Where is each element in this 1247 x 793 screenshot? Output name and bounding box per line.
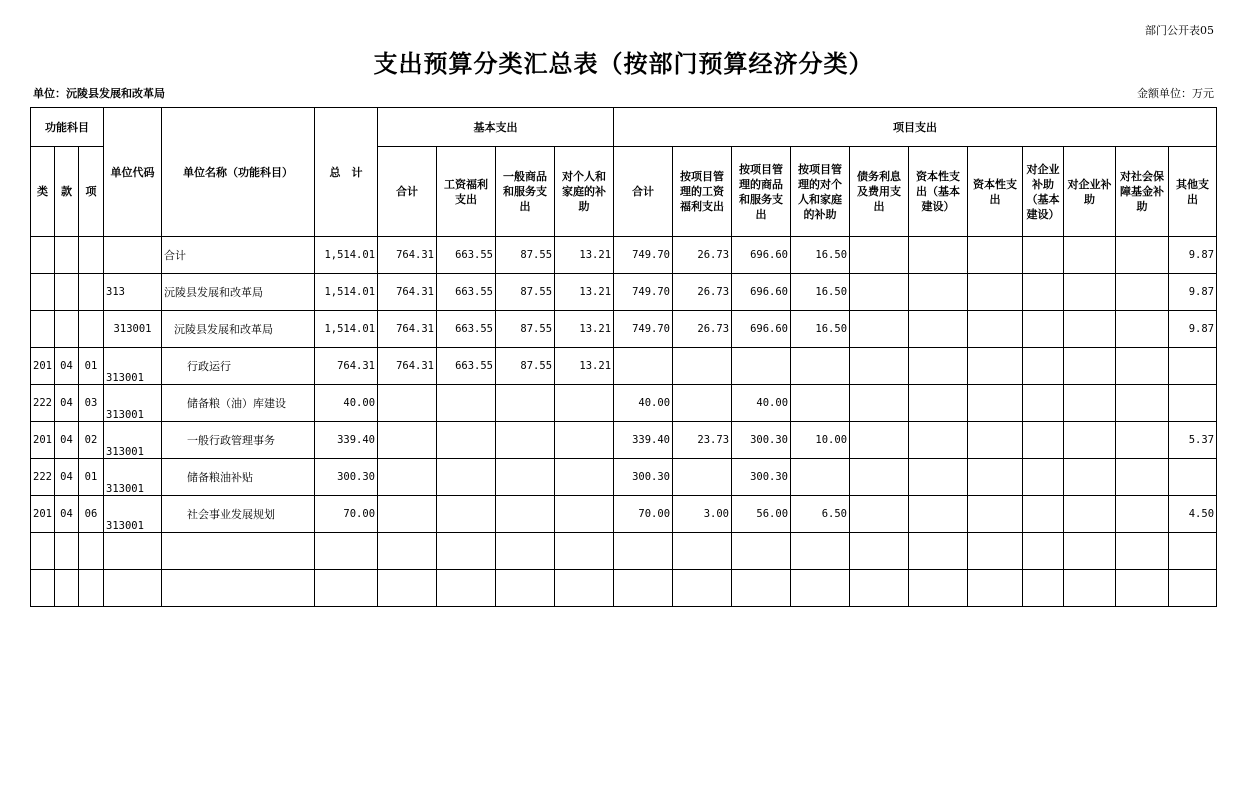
cell-project-goods [732, 348, 791, 385]
cell-basic-salary: 663.55 [437, 348, 496, 385]
cell-project-debt [850, 570, 909, 607]
cell-total: 1,514.01 [315, 237, 378, 274]
cell-kuan: 04 [55, 422, 79, 459]
header-project-total: 合计 [614, 147, 673, 237]
cell-project-debt [850, 348, 909, 385]
cell-project-goods: 696.60 [732, 237, 791, 274]
cell-project-enterprise [1064, 311, 1116, 348]
cell-project-other: 5.37 [1169, 422, 1217, 459]
cell-project-capital-basic [909, 459, 968, 496]
cell-lei [31, 274, 55, 311]
cell-basic-salary: 663.55 [437, 274, 496, 311]
cell-project-enterprise-basic [1023, 496, 1064, 533]
table-row [31, 348, 1217, 385]
cell-project-goods: 696.60 [732, 274, 791, 311]
cell-project-social [1116, 496, 1169, 533]
cell-name [162, 533, 315, 570]
cell-project-goods: 40.00 [732, 385, 791, 422]
cell-project-total: 300.30 [614, 459, 673, 496]
cell-name [162, 570, 315, 607]
cell-project-social [1116, 533, 1169, 570]
cell-project-goods: 300.30 [732, 459, 791, 496]
header-func-subject: 功能科目 [31, 108, 104, 147]
cell-project-salary: 3.00 [673, 496, 732, 533]
cell-lei [31, 533, 55, 570]
cell-basic-total [378, 496, 437, 533]
cell-project-total: 749.70 [614, 311, 673, 348]
cell-code: 313001 [104, 496, 162, 533]
cell-kuan: 04 [55, 385, 79, 422]
cell-project-salary [673, 459, 732, 496]
cell-project-personal [791, 348, 850, 385]
cell-basic-personal [555, 496, 614, 533]
header-project-goods: 按项目管理的商品和服务支出 [732, 147, 791, 237]
cell-basic-goods: 87.55 [496, 311, 555, 348]
cell-project-capital [968, 274, 1023, 311]
cell-xiang: 01 [79, 459, 104, 496]
cell-project-capital [968, 459, 1023, 496]
cell-project-other: 9.87 [1169, 311, 1217, 348]
cell-project-enterprise-basic [1023, 237, 1064, 274]
cell-code [104, 533, 162, 570]
cell-basic-personal: 13.21 [555, 274, 614, 311]
cell-project-social [1116, 570, 1169, 607]
cell-project-other [1169, 385, 1217, 422]
header-basic-total: 合计 [378, 147, 437, 237]
cell-project-capital-basic [909, 348, 968, 385]
header-total: 总 计 [315, 108, 378, 237]
cell-basic-salary [437, 459, 496, 496]
cell-basic-salary [437, 496, 496, 533]
header-project-personal: 按项目管理的对个人和家庭的补助 [791, 147, 850, 237]
table-row [31, 422, 1217, 459]
cell-project-debt [850, 274, 909, 311]
header-project-social: 对社会保障基金补助 [1116, 147, 1169, 237]
cell-xiang [79, 274, 104, 311]
cell-code: 313001 [104, 311, 162, 348]
cell-basic-personal: 13.21 [555, 311, 614, 348]
cell-project-capital [968, 496, 1023, 533]
cell-project-other: 9.87 [1169, 274, 1217, 311]
cell-kuan: 04 [55, 348, 79, 385]
header-unit-name: 单位名称（功能科目） [162, 108, 315, 237]
cell-project-enterprise [1064, 496, 1116, 533]
cell-total: 339.40 [315, 422, 378, 459]
cell-project-enterprise-basic [1023, 311, 1064, 348]
cell-basic-personal [555, 385, 614, 422]
cell-basic-personal [555, 422, 614, 459]
cell-basic-salary: 663.55 [437, 237, 496, 274]
cell-project-debt [850, 311, 909, 348]
cell-project-personal: 10.00 [791, 422, 850, 459]
cell-project-capital [968, 311, 1023, 348]
cell-basic-salary [437, 422, 496, 459]
cell-name: 沅陵县发展和改革局 [162, 274, 315, 311]
cell-project-personal: 16.50 [791, 274, 850, 311]
cell-project-enterprise-basic [1023, 570, 1064, 607]
cell-project-total [614, 570, 673, 607]
header-project-capital-basic: 资本性支出（基本建设） [909, 147, 968, 237]
cell-code [104, 570, 162, 607]
cell-name: 行政运行 [162, 348, 315, 385]
cell-basic-personal: 13.21 [555, 348, 614, 385]
cell-project-personal: 6.50 [791, 496, 850, 533]
cell-project-enterprise-basic [1023, 385, 1064, 422]
cell-project-social [1116, 385, 1169, 422]
budget-table [30, 107, 1217, 607]
cell-xiang: 06 [79, 496, 104, 533]
cell-basic-personal [555, 533, 614, 570]
cell-total: 40.00 [315, 385, 378, 422]
cell-project-goods: 696.60 [732, 311, 791, 348]
cell-project-salary [673, 385, 732, 422]
unit-label: 单位：沅陵县发展和改革局 [33, 87, 165, 100]
cell-basic-total [378, 459, 437, 496]
cell-kuan: 04 [55, 496, 79, 533]
cell-basic-total [378, 422, 437, 459]
cell-kuan [55, 533, 79, 570]
cell-project-debt [850, 422, 909, 459]
cell-basic-total [378, 385, 437, 422]
cell-project-enterprise [1064, 422, 1116, 459]
header-project-capital: 资本性支出 [968, 147, 1023, 237]
header-basic: 基本支出 [378, 108, 614, 147]
cell-project-personal [791, 385, 850, 422]
header-basic-personal: 对个人和家庭的补助 [555, 147, 614, 237]
cell-project-capital-basic [909, 385, 968, 422]
cell-xiang [79, 570, 104, 607]
cell-code: 313001 [104, 422, 162, 459]
cell-project-capital-basic [909, 311, 968, 348]
cell-project-enterprise-basic [1023, 274, 1064, 311]
cell-project-total: 70.00 [614, 496, 673, 533]
cell-kuan [55, 237, 79, 274]
cell-project-social [1116, 311, 1169, 348]
cell-total: 300.30 [315, 459, 378, 496]
cell-project-personal [791, 533, 850, 570]
table-row [31, 311, 1217, 348]
cell-project-salary: 26.73 [673, 274, 732, 311]
cell-project-capital [968, 533, 1023, 570]
cell-project-enterprise [1064, 237, 1116, 274]
header-basic-goods: 一般商品和服务支出 [496, 147, 555, 237]
cell-project-capital [968, 237, 1023, 274]
cell-project-goods: 56.00 [732, 496, 791, 533]
cell-total: 1,514.01 [315, 274, 378, 311]
cell-project-goods [732, 570, 791, 607]
cell-project-social [1116, 422, 1169, 459]
cell-project-total [614, 533, 673, 570]
cell-project-enterprise [1064, 570, 1116, 607]
cell-project-debt [850, 459, 909, 496]
cell-xiang [79, 533, 104, 570]
cell-project-enterprise-basic [1023, 422, 1064, 459]
header-basic-salary: 工资福利支出 [437, 147, 496, 237]
cell-project-enterprise [1064, 385, 1116, 422]
cell-project-capital [968, 348, 1023, 385]
cell-project-capital-basic [909, 274, 968, 311]
cell-project-social [1116, 274, 1169, 311]
cell-code: 313001 [104, 348, 162, 385]
cell-basic-goods [496, 385, 555, 422]
cell-code: 313001 [104, 385, 162, 422]
table-row [31, 385, 1217, 422]
cell-project-debt [850, 237, 909, 274]
cell-xiang: 01 [79, 348, 104, 385]
cell-basic-salary: 663.55 [437, 311, 496, 348]
cell-basic-goods [496, 533, 555, 570]
cell-project-enterprise [1064, 533, 1116, 570]
cell-project-enterprise-basic [1023, 459, 1064, 496]
cell-basic-goods: 87.55 [496, 348, 555, 385]
cell-basic-total: 764.31 [378, 274, 437, 311]
cell-project-enterprise [1064, 274, 1116, 311]
table-row [31, 274, 1217, 311]
cell-basic-goods [496, 570, 555, 607]
cell-project-total: 749.70 [614, 237, 673, 274]
cell-project-debt [850, 385, 909, 422]
cell-xiang: 03 [79, 385, 104, 422]
cell-xiang [79, 237, 104, 274]
cell-basic-salary [437, 385, 496, 422]
form-number: 部门公开表05 [1145, 24, 1214, 37]
cell-project-goods: 300.30 [732, 422, 791, 459]
cell-project-total [614, 348, 673, 385]
cell-project-capital-basic [909, 496, 968, 533]
cell-project-personal [791, 459, 850, 496]
header-kuan: 款 [55, 147, 79, 237]
cell-project-personal: 16.50 [791, 237, 850, 274]
cell-total: 70.00 [315, 496, 378, 533]
cell-project-salary: 26.73 [673, 311, 732, 348]
cell-project-enterprise [1064, 459, 1116, 496]
cell-project-capital-basic [909, 533, 968, 570]
cell-project-other [1169, 348, 1217, 385]
cell-project-enterprise [1064, 348, 1116, 385]
cell-basic-goods [496, 459, 555, 496]
cell-basic-personal: 13.21 [555, 237, 614, 274]
table-body [31, 237, 1217, 607]
cell-basic-total [378, 533, 437, 570]
cell-project-other [1169, 459, 1217, 496]
cell-project-total: 749.70 [614, 274, 673, 311]
cell-project-social [1116, 348, 1169, 385]
header-project-salary: 按项目管理的工资福利支出 [673, 147, 732, 237]
cell-name: 沅陵县发展和改革局 [162, 311, 315, 348]
cell-project-personal [791, 570, 850, 607]
cell-project-debt [850, 533, 909, 570]
cell-lei: 201 [31, 348, 55, 385]
cell-project-salary: 26.73 [673, 237, 732, 274]
cell-project-enterprise-basic [1023, 533, 1064, 570]
cell-name: 储备粮油补贴 [162, 459, 315, 496]
cell-basic-total: 764.31 [378, 237, 437, 274]
table-row [31, 570, 1217, 607]
header-project-other: 其他支出 [1169, 147, 1217, 237]
table-row [31, 237, 1217, 274]
cell-lei [31, 570, 55, 607]
cell-project-capital [968, 385, 1023, 422]
cell-xiang: 02 [79, 422, 104, 459]
cell-project-social [1116, 237, 1169, 274]
cell-name: 一般行政管理事务 [162, 422, 315, 459]
cell-project-social [1116, 459, 1169, 496]
cell-name: 社会事业发展规划 [162, 496, 315, 533]
table-row [31, 459, 1217, 496]
header-project-enterprise-basic: 对企业补助（基本建设） [1023, 147, 1064, 237]
cell-xiang [79, 311, 104, 348]
cell-basic-salary [437, 570, 496, 607]
cell-lei: 222 [31, 385, 55, 422]
cell-project-total: 339.40 [614, 422, 673, 459]
header-unit-code: 单位代码 [104, 108, 162, 237]
cell-code: 313001 [104, 459, 162, 496]
cell-total: 1,514.01 [315, 311, 378, 348]
amount-unit: 金额单位：万元 [1137, 87, 1214, 100]
cell-kuan [55, 274, 79, 311]
cell-basic-personal [555, 570, 614, 607]
header-lei: 类 [31, 147, 55, 237]
cell-name: 储备粮（油）库建设 [162, 385, 315, 422]
cell-basic-goods [496, 422, 555, 459]
cell-kuan [55, 311, 79, 348]
cell-project-goods [732, 533, 791, 570]
cell-total [315, 570, 378, 607]
cell-project-capital-basic [909, 570, 968, 607]
cell-lei [31, 311, 55, 348]
cell-project-debt [850, 496, 909, 533]
header-xiang: 项 [79, 147, 104, 237]
cell-code: 313 [104, 274, 162, 311]
header-project-debt: 债务利息及费用支出 [850, 147, 909, 237]
cell-kuan [55, 570, 79, 607]
cell-project-capital [968, 570, 1023, 607]
cell-project-capital-basic [909, 237, 968, 274]
cell-lei: 201 [31, 422, 55, 459]
cell-project-capital-basic [909, 422, 968, 459]
cell-project-salary: 23.73 [673, 422, 732, 459]
page-title: 支出预算分类汇总表（按部门预算经济分类） [373, 49, 874, 78]
header-project-enterprise: 对企业补助 [1064, 147, 1116, 237]
cell-basic-goods: 87.55 [496, 237, 555, 274]
table-row [31, 533, 1217, 570]
cell-basic-total: 764.31 [378, 311, 437, 348]
cell-basic-total: 764.31 [378, 348, 437, 385]
cell-project-total: 40.00 [614, 385, 673, 422]
cell-lei: 201 [31, 496, 55, 533]
cell-project-salary [673, 348, 732, 385]
cell-project-other: 9.87 [1169, 237, 1217, 274]
cell-basic-salary [437, 533, 496, 570]
cell-total [315, 533, 378, 570]
cell-lei: 222 [31, 459, 55, 496]
cell-kuan: 04 [55, 459, 79, 496]
cell-code [104, 237, 162, 274]
cell-name: 合计 [162, 237, 315, 274]
cell-project-salary [673, 570, 732, 607]
cell-basic-goods [496, 496, 555, 533]
cell-basic-goods: 87.55 [496, 274, 555, 311]
cell-project-other [1169, 570, 1217, 607]
cell-basic-total [378, 570, 437, 607]
cell-total: 764.31 [315, 348, 378, 385]
cell-project-enterprise-basic [1023, 348, 1064, 385]
cell-lei [31, 237, 55, 274]
cell-project-other: 4.50 [1169, 496, 1217, 533]
header-project: 项目支出 [614, 108, 1217, 147]
cell-project-capital [968, 422, 1023, 459]
cell-basic-personal [555, 459, 614, 496]
table-row [31, 496, 1217, 533]
cell-project-personal: 16.50 [791, 311, 850, 348]
cell-project-salary [673, 533, 732, 570]
cell-project-other [1169, 533, 1217, 570]
